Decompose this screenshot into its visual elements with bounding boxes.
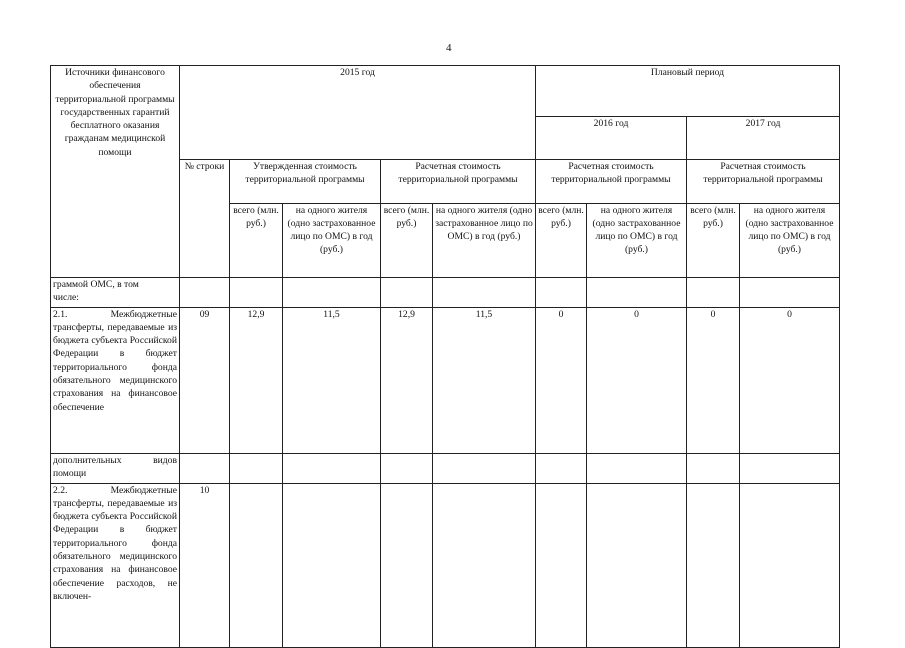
cell-value: 0 xyxy=(587,307,687,453)
cell-value: 0 xyxy=(536,307,587,453)
table-row xyxy=(51,483,840,647)
row-label: 2.2. Межбюджетные трансферты, передаваемые из бюджета субъекта Российской Федерации в бюджет территориального фонда обязательного медицинского страхования на финансовое обеспечение расходов, не включен- xyxy=(51,483,180,647)
year-2016-header: 2016 год xyxy=(536,116,687,159)
row-number: 10 xyxy=(180,483,230,647)
row-label: граммой ОМС, в том числе: xyxy=(51,277,180,307)
calculated-cost-2015-header: Расчетная стоимость территориальной программы xyxy=(381,159,536,203)
cell-value: 0 xyxy=(740,307,840,453)
row-label: дополнительных видов помощи xyxy=(51,453,180,483)
table-row xyxy=(51,453,840,483)
cell-value: 12,9 xyxy=(381,307,433,453)
header-row-3 xyxy=(51,159,840,203)
per-capita-header: на одного жителя (одно застрахованное лицо по ОМС) в год (руб.) xyxy=(283,203,381,277)
per-capita-header: на одного жителя (одно застрахованное лицо по ОМС) в год (руб.) xyxy=(587,203,687,277)
table-row xyxy=(51,277,840,307)
row-number: 09 xyxy=(180,307,230,453)
header-row-1 xyxy=(51,66,840,117)
year-2017-header: 2017 год xyxy=(687,116,840,159)
table-row xyxy=(51,307,840,453)
financing-table xyxy=(50,65,840,648)
row-number-header: № строки xyxy=(180,159,230,203)
cell-value: 11,5 xyxy=(433,307,536,453)
header-row-4 xyxy=(51,203,840,277)
total-header: всего (млн. руб.) xyxy=(687,203,740,277)
total-header: всего (млн. руб.) xyxy=(536,203,587,277)
planned-period-header: Плановый период xyxy=(536,66,840,117)
calculated-cost-2017-header: Расчетная стоимость территориальной программы xyxy=(687,159,840,203)
row-label: 2.1. Межбюджетные трансферты, передаваемые из бюджета субъекта Российской Федерации в бюджет территориального фонда обязательного медицинского страхования на финансовое обеспечение xyxy=(51,307,180,453)
page-number: 4 xyxy=(446,42,452,54)
per-capita-header: на одного жителя (одно застрахованное лицо по ОМС) в год (руб.) xyxy=(740,203,840,277)
cell-value: 11,5 xyxy=(283,307,381,453)
calculated-cost-2016-header: Расчетная стоимость территориальной программы xyxy=(536,159,687,203)
year-2015-header: 2015 год xyxy=(180,66,536,160)
approved-cost-header: Утвержденная стоимость территориальной программы xyxy=(230,159,381,203)
source-col-header: Источники финансового обеспечения территориальной программы государственных гарантий бесплатного оказания гражданам медицинской помощи xyxy=(51,66,180,160)
total-header: всего (млн. руб.) xyxy=(230,203,283,277)
per-capita-header: на одного жителя (одно застрахованное лицо по ОМС) в год (руб.) xyxy=(433,203,536,277)
cell-value: 12,9 xyxy=(230,307,283,453)
total-header: всего (млн. руб.) xyxy=(381,203,433,277)
cell-value: 0 xyxy=(687,307,740,453)
